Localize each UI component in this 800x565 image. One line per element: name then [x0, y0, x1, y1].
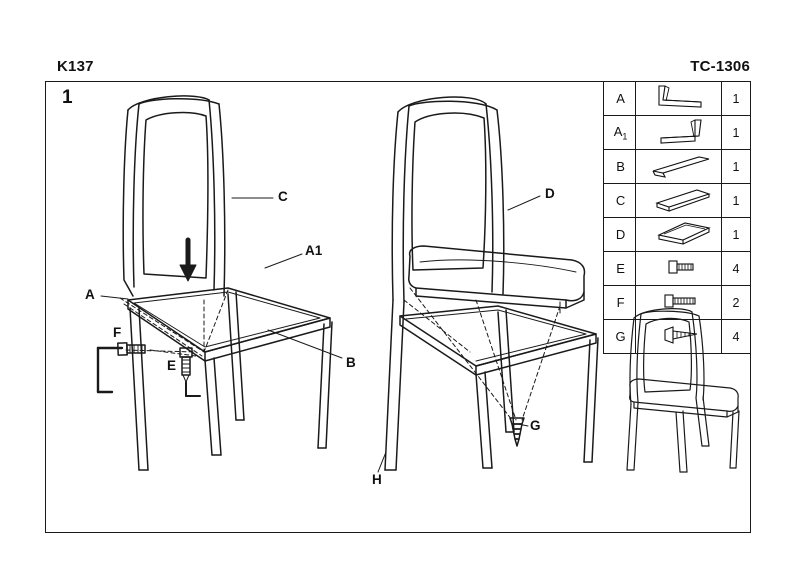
backrest-pad-icon [636, 184, 722, 218]
part-label-text: F [616, 295, 625, 310]
part-label [604, 116, 636, 150]
table-row [604, 150, 751, 184]
part-label [604, 82, 636, 116]
bolt-short-icon [636, 252, 722, 286]
backrest-frame-icon [636, 82, 722, 116]
callout-h: H [372, 472, 382, 487]
part-label [604, 150, 636, 184]
part-label [604, 252, 636, 286]
parts-table-body [604, 82, 751, 354]
callout-c: C [278, 189, 288, 204]
part-qty: 1 [722, 82, 751, 116]
side-rail-icon [636, 150, 722, 184]
part-label [604, 218, 636, 252]
part-label-text: B [616, 159, 625, 174]
header [0, 58, 800, 80]
callout-a: A [85, 287, 95, 302]
backrest-frame-mirrored-icon [636, 116, 722, 150]
table-row [604, 116, 751, 150]
callout-a1: A1 [305, 243, 323, 258]
part-label [604, 184, 636, 218]
part-label-text: A [613, 123, 623, 139]
parts-table [603, 81, 751, 354]
callout-e: E [167, 358, 177, 373]
part-qty: 1 [722, 218, 751, 252]
part-label-text: E [616, 261, 625, 276]
part-qty: 1 [722, 150, 751, 184]
bolt-medium-icon [636, 286, 722, 320]
model-code-right: TC-1306 [690, 58, 750, 75]
callout-f: F [113, 325, 122, 340]
table-row [604, 82, 751, 116]
table-row [604, 286, 751, 320]
part-qty: 1 [722, 116, 751, 150]
callout-d: D [545, 186, 555, 201]
part-label [604, 320, 636, 354]
part-label-text: A [616, 91, 625, 106]
model-code-left: K137 [57, 58, 94, 75]
part-qty: 1 [722, 184, 751, 218]
part-qty: 4 [722, 320, 751, 354]
step-number: 1 [62, 87, 73, 108]
seat-cushion-icon [636, 218, 722, 252]
part-label [604, 286, 636, 320]
part-label-text: C [615, 193, 626, 208]
table-row [604, 218, 751, 252]
screw-icon [636, 320, 722, 354]
part-label-sub: 1 [622, 131, 628, 142]
table-row [604, 184, 751, 218]
table-row [604, 320, 751, 354]
callout-g: G [530, 418, 541, 433]
part-qty: 2 [722, 286, 751, 320]
table-row [604, 252, 751, 286]
part-label-text: D [615, 227, 626, 242]
part-label-text: G [615, 329, 626, 344]
callout-b: B [346, 355, 356, 370]
part-qty: 4 [722, 252, 751, 286]
